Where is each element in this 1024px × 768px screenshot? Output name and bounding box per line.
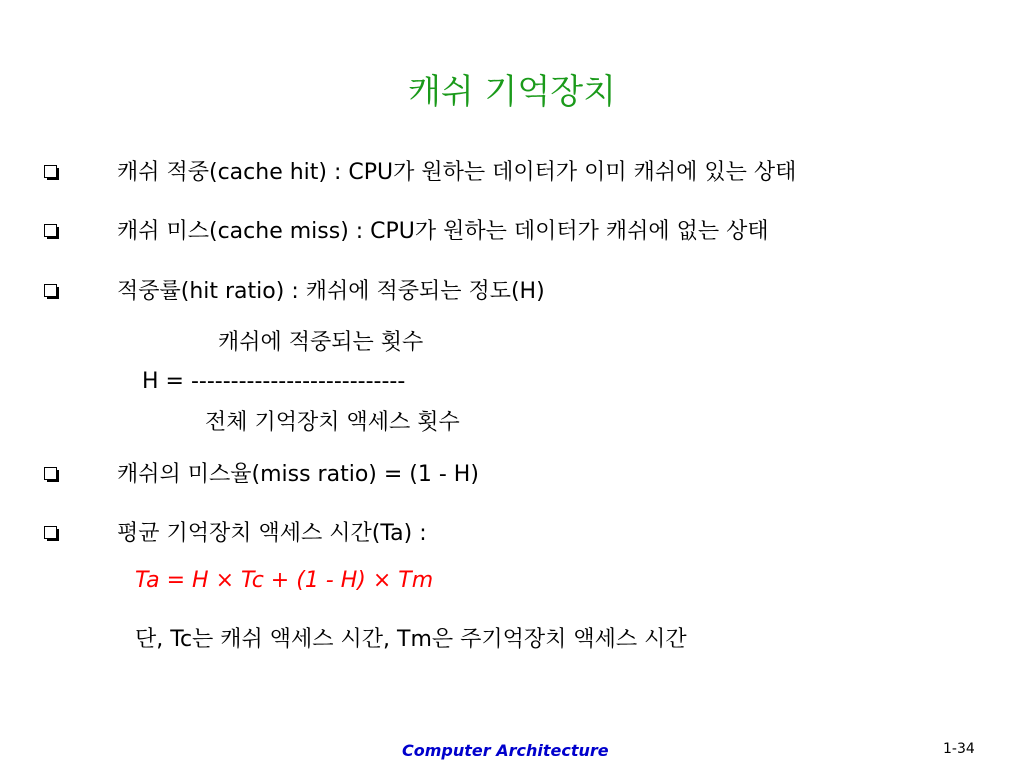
bullet-text: 캐쉬 적중(cache hit) : CPU가 원하는 데이터가 이미 캐쉬에 있는 상태 bbox=[117, 160, 797, 185]
bullet-text: 캐쉬의 미스율(miss ratio) = (1 - H) bbox=[117, 462, 479, 487]
checkbox-bullet-icon bbox=[44, 165, 57, 178]
bullet-hit-ratio bbox=[44, 274, 545, 305]
checkbox-bullet-icon bbox=[44, 284, 57, 297]
formula-note: 단, Tc는 캐쉬 액세스 시간, Tm은 주기억장치 액세스 시간 bbox=[135, 627, 687, 652]
access-time-formula: Ta = H × Tc + (1 - H) × Tm bbox=[135, 568, 434, 593]
footer-course: Computer Architecture bbox=[402, 741, 609, 760]
bullet-cache-hit bbox=[44, 155, 796, 186]
formula-numerator: 캐쉬에 적중되는 횟수 bbox=[218, 330, 424, 355]
checkbox-bullet-icon bbox=[44, 467, 57, 480]
checkbox-bullet-icon bbox=[44, 526, 57, 539]
page-number: 1-34 bbox=[943, 741, 975, 757]
bullet-miss-ratio bbox=[44, 457, 479, 488]
bullet-cache-miss bbox=[44, 214, 769, 245]
bullet-text: 적중률(hit ratio) : 캐쉬에 적중되는 정도(H) bbox=[117, 279, 545, 304]
bullet-text: 평균 기억장치 액세스 시간(Ta) : bbox=[117, 521, 427, 546]
slide-title: 캐쉬 기억장치 bbox=[408, 72, 616, 112]
formula-denominator: 전체 기억장치 액세스 횟수 bbox=[205, 410, 460, 435]
formula-lhs: H = --------------------------- bbox=[142, 369, 406, 394]
bullet-text: 캐쉬 미스(cache miss) : CPU가 원하는 데이터가 캐쉬에 없는 상태 bbox=[117, 219, 769, 244]
checkbox-bullet-icon bbox=[44, 224, 57, 237]
bullet-access-time bbox=[44, 516, 427, 547]
